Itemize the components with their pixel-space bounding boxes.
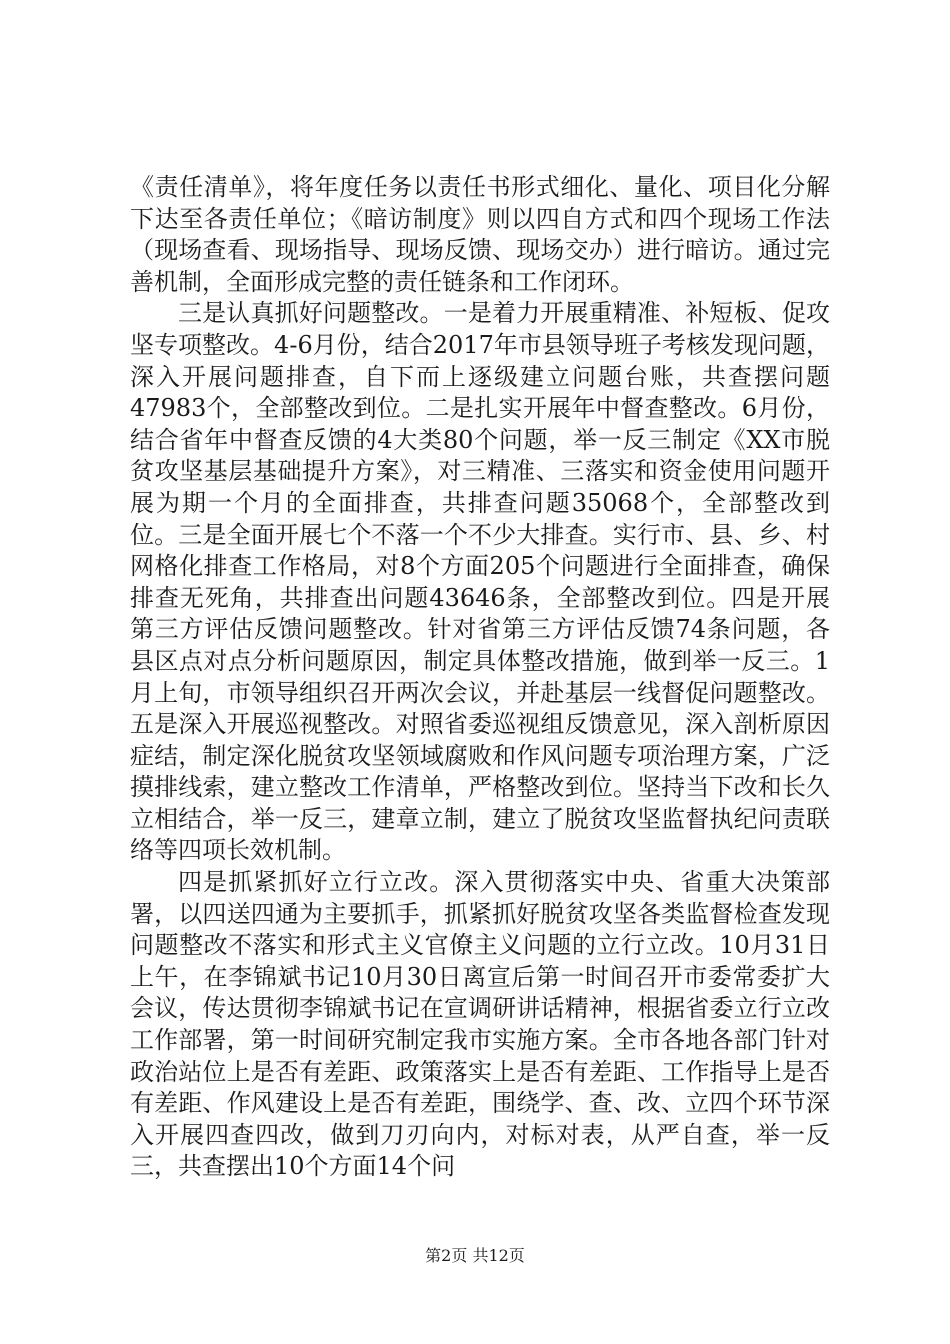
document-body bbox=[130, 172, 830, 1183]
paragraph-2: 三是认真抓好问题整改。一是着力开展重精准、补短板、促攻坚专项整改。4-6月份，结合2017年市县领导班子考核发现问题，深入开展问题排查，自下而上逐级建立问题台账，共查摆问题47983个，全部整改到位。二是扎实开展年中督查整改。6月份，结合省年中督查反馈的4大类80个问题，举一反三制定《XX市脱贫攻坚基层基础提升方案》，对三精准、三落实和资金使用问题开展为期一个月的全面排查，共排查问题35068个，全部整改到位。三是全面开展七个不落一个不少大排查。实行市、县、乡、村网格化排查工作格局，对8个方面205个问题进行全面排查，确保排查无死角，共排查出问题43646条，全部整改到位。四是开展第三方评估反馈问题整改。针对省第三方评估反馈74条问题，各县区点对点分析问题原因，制定具体整改措施，做到举一反三。1月上旬，市领导组织召开两次会议，并赴基层一线督促问题整改。五是深入开展巡视整改。对照省委巡视组反馈意见，深入剖析原因症结，制定深化脱贫攻坚领域腐败和作风问题专项治理方案，广泛摸排线索，建立整改工作清单，严格整改到位。坚持当下改和长久立相结合，举一反三，建章立制，建立了脱贫攻坚监督执纪问责联络等四项长效机制。 bbox=[130, 299, 830, 865]
page-number: 第2页 共12页 bbox=[425, 1246, 525, 1265]
paragraph-1: 《责任清单》，将年度任务以责任书形式细化、量化、项目化分解下达至各责任单位；《暗访制度》则以四自方式和四个现场工作法（现场查看、现场指导、现场反馈、现场交办）进行暗访。通过完善机制，全面形成完整的责任链条和工作闭环。 bbox=[130, 173, 830, 296]
paragraph-3: 四是抓紧抓好立行立改。深入贯彻落实中央、省重大决策部署，以四送四通为主要抓手，抓紧抓好脱贫攻坚各类监督检查发现问题整改不落实和形式主义官僚主义问题的立行立改。10月31日上午，在李锦斌书记10月30日离宣后第一时间召开市委常委扩大会议，传达贯彻李锦斌书记在宣调研讲话精神，根据省委立行立改工作部署，第一时间研究制定我市实施方案。全市各地各部门针对政治站位上是否有差距、政策落实上是否有差距、工作指导上是否有差距、作风建设上是否有差距，围绕学、查、改、立四个环节深入开展四查四改，做到刀刃向内，对标对表，从严自查，举一反三，共查摆出10个方面14个问 bbox=[130, 868, 830, 1181]
page-footer bbox=[0, 1243, 950, 1266]
